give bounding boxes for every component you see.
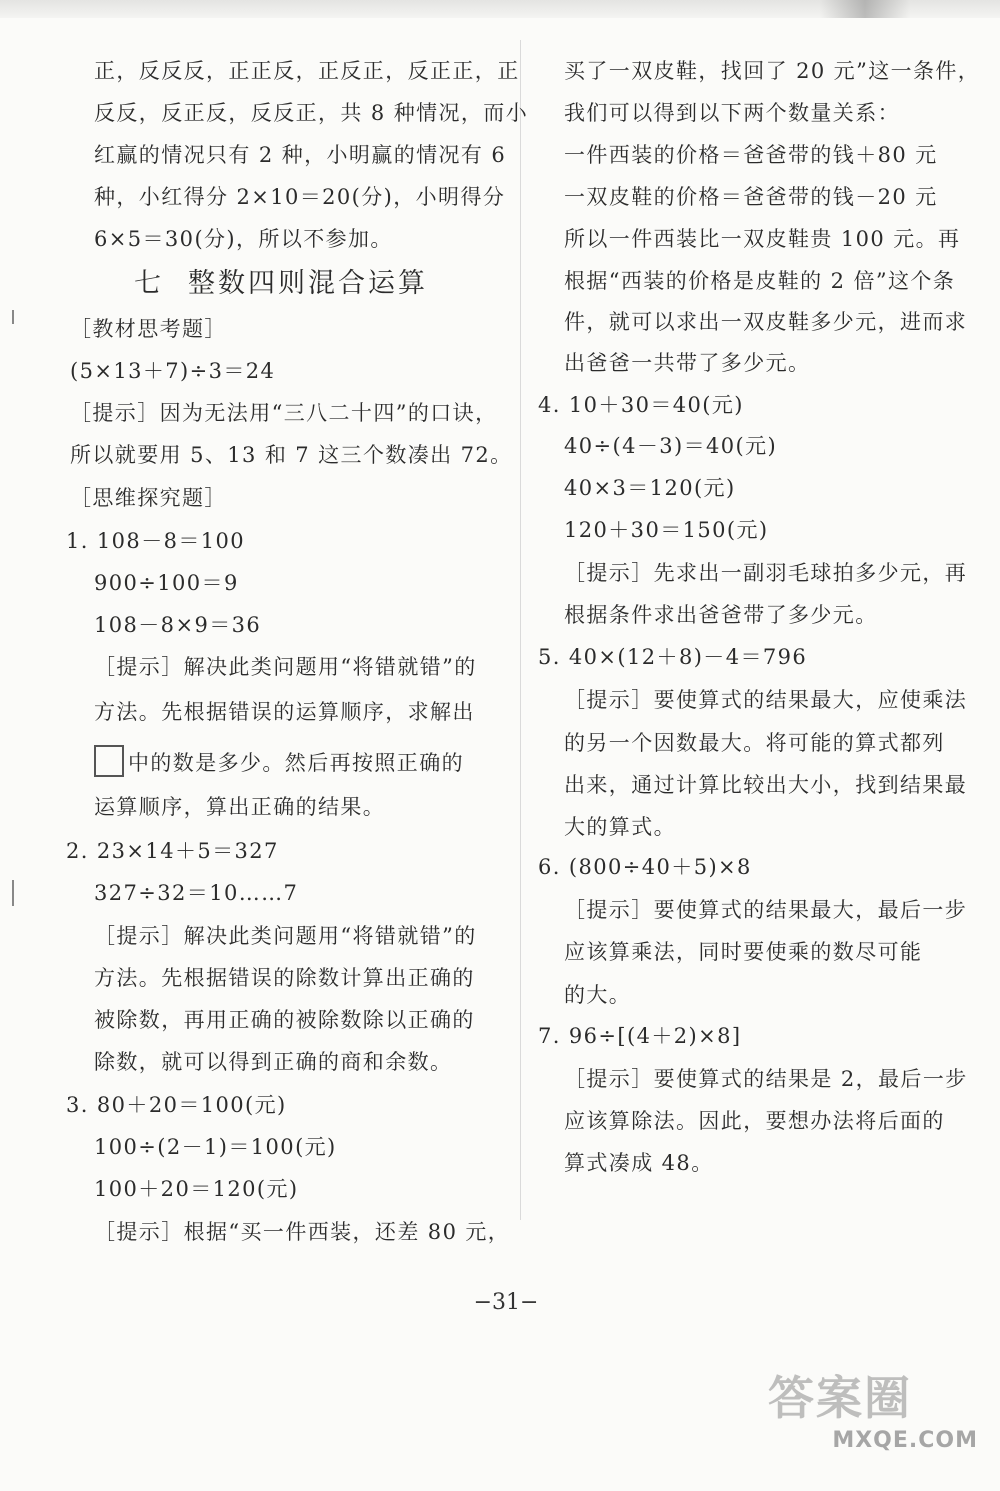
watermark-site: MXQE.COM — [832, 1428, 978, 1453]
text-line: 一双皮鞋的价格＝爸爸带的钱－20 元 — [564, 185, 938, 209]
hint-line: 除数，就可以得到正确的商和余数。 — [94, 1050, 453, 1074]
hint-line: ［提示］要使算式的结果最大，最后一步 — [564, 898, 968, 922]
hint-line — [94, 745, 464, 778]
hint-text: 中的数是多少。然后再按照正确的 — [128, 751, 464, 775]
text-line: 正，反反反，正正反，正反正，反正正，正 — [94, 59, 520, 83]
hint-line: 方法。先根据错误的除数计算出正确的 — [94, 966, 475, 990]
hint-line: 的另一个因数最大。将可能的算式都列 — [564, 731, 945, 755]
hint-line: 运算顺序，算出正确的结果。 — [94, 795, 386, 819]
section-label: ［思维探究题］ — [70, 486, 227, 510]
answer-line: 1. 108－8＝100 — [66, 529, 246, 553]
hint-line: 方法。先根据错误的运算顺序，求解出 — [94, 700, 475, 724]
chapter-heading — [134, 264, 428, 304]
answer-line: 108－8×9＝36 — [94, 613, 262, 637]
hint-line: ［提示］解决此类问题用“将错就错”的 — [94, 655, 477, 679]
text-line: (5×13＋7)÷3＝24 — [70, 359, 276, 383]
answer-line: 3. 80＋20＝100(元) — [66, 1093, 287, 1117]
text-line: 6×5＝30(分)，所以不参加。 — [94, 227, 393, 251]
text-line: 我们可以得到以下两个数量关系： — [564, 101, 900, 125]
answer-line: 2. 23×14＋5＝327 — [66, 839, 279, 863]
text-line: 买了一双皮鞋，找回了 20 元”这一条件， — [564, 59, 981, 83]
hint-line: 的大。 — [564, 983, 632, 1007]
hint-line: 出来，通过计算比较出大小，找到结果最 — [564, 773, 968, 797]
answer-line: 120＋30＝150(元) — [564, 518, 769, 542]
hint-line: 算式凑成 48。 — [564, 1151, 714, 1175]
hint-line: ［提示］要使算式的结果是 2，最后一步 — [564, 1067, 968, 1091]
hint-line: 大的算式。 — [564, 815, 676, 839]
answer-line: 900÷100＝9 — [94, 571, 239, 595]
text-line: 所以一件西装比一双皮鞋贵 100 元。再 — [564, 227, 961, 251]
hint-line: 应该算乘法，同时要使乘的数尽可能 — [564, 940, 923, 964]
text-line: 反反，反正反，反反正，共 8 种情况，而小 — [94, 101, 529, 125]
text-line: 件，就可以求出一双皮鞋多少元，进而求 — [564, 310, 968, 334]
section-label: ［教材思考题］ — [70, 317, 227, 341]
text-line: 一件西装的价格＝爸爸带的钱＋80 元 — [564, 143, 938, 167]
blank-box — [94, 745, 124, 777]
page-number: −31− — [473, 1290, 539, 1315]
answer-line: 7. 96÷[(4＋2)×8] — [538, 1024, 742, 1048]
text-line: 所以就要用 5、13 和 7 这三个数凑出 72。 — [70, 443, 513, 467]
watermark-logo — [768, 1373, 978, 1453]
hint-line: 应该算除法。因此，要想办法将后面的 — [564, 1109, 945, 1133]
answer-line: 100＋20＝120(元) — [94, 1177, 299, 1201]
watermark-seal: 答案圈 — [768, 1371, 912, 1425]
answer-line: 100÷(2－1)＝100(元) — [94, 1135, 337, 1159]
hint-line: ［提示］要使算式的结果最大，应使乘法 — [564, 688, 968, 712]
answer-line: 327÷32＝10……7 — [94, 881, 299, 905]
answer-line: 5. 40×(12＋8)－4＝796 — [538, 645, 808, 669]
chapter-number: 七 — [134, 268, 164, 299]
hint-line: 根据条件求出爸爸带了多少元。 — [564, 603, 878, 627]
chapter-title: 整数四则混合运算 — [188, 268, 428, 299]
text-line: 根据“西装的价格是皮鞋的 2 倍”这个条 — [564, 269, 956, 293]
hint-line: 被除数，再用正确的被除数除以正确的 — [94, 1008, 475, 1032]
answer-line: 4. 10＋30＝40(元) — [538, 393, 744, 417]
answer-line: 40×3＝120(元) — [564, 476, 736, 500]
answer-line: 40÷(4－3)＝40(元) — [564, 434, 778, 458]
answer-line: 6. (800÷40＋5)×8 — [538, 855, 752, 879]
text-line: ［提示］因为无法用“三八二十四”的口诀， — [70, 401, 498, 425]
text-line: 红赢的情况只有 2 种，小明赢的情况有 6 — [94, 143, 507, 167]
hint-line: ［提示］根据“买一件西装，还差 80 元， — [94, 1220, 511, 1244]
hint-line: ［提示］解决此类问题用“将错就错”的 — [94, 924, 477, 948]
text-line: 出爸爸一共带了多少元。 — [564, 351, 811, 375]
text-line: 种，小红得分 2×10＝20(分)，小明得分 — [94, 185, 506, 209]
hint-line: ［提示］先求出一副羽毛球拍多少元，再 — [564, 561, 968, 585]
